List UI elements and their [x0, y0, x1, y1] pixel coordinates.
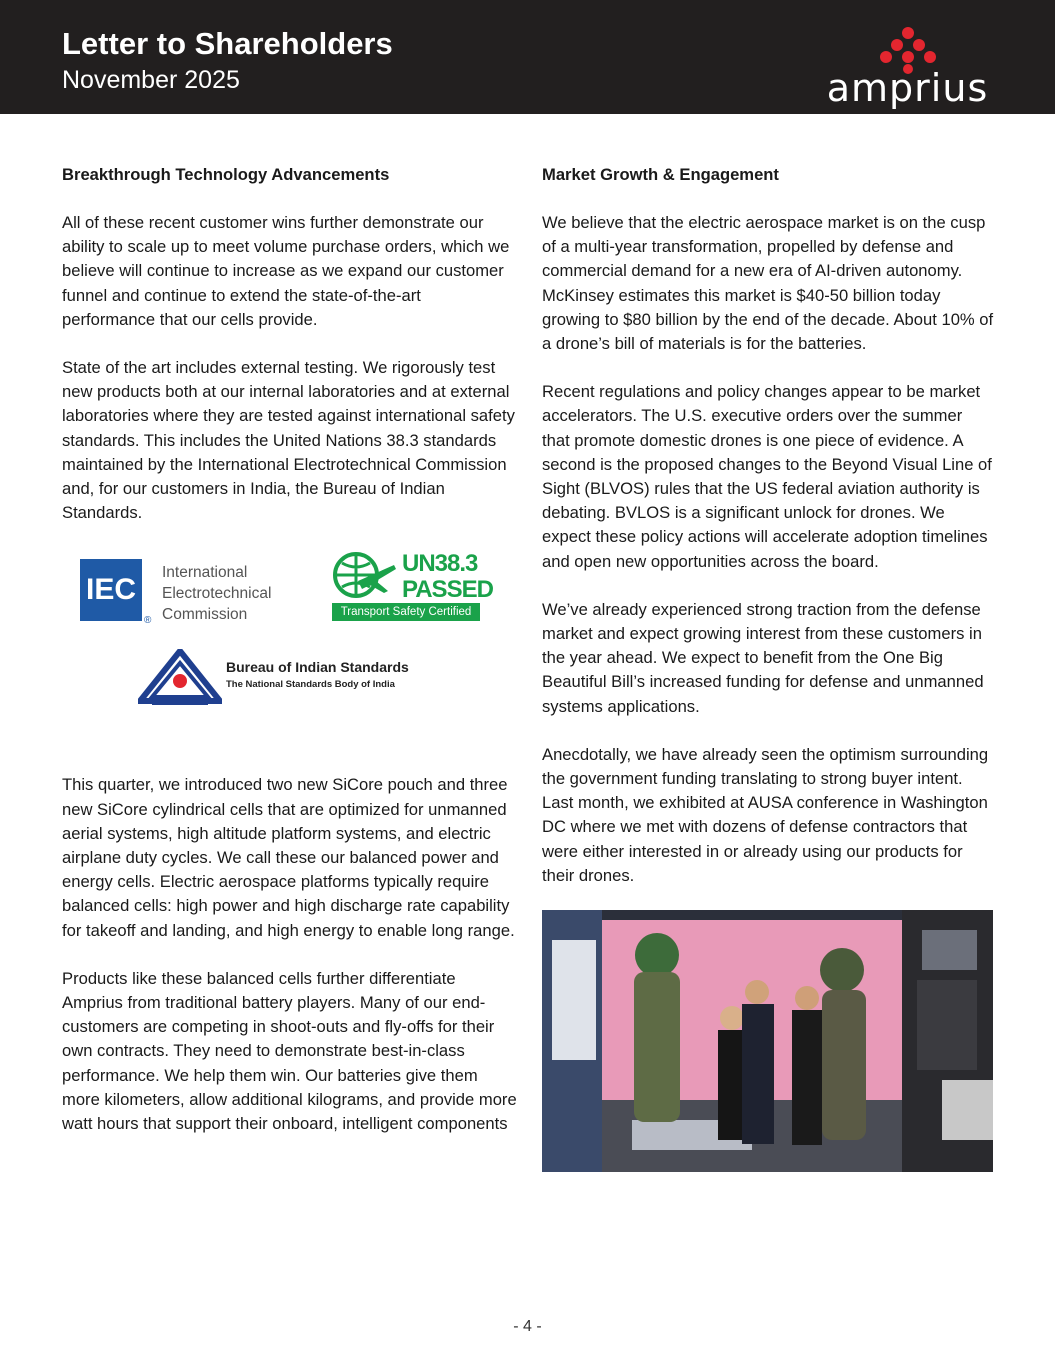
left-column — [62, 163, 517, 1160]
left-heading: Breakthrough Technology Advancements — [62, 165, 390, 184]
certification-logos — [62, 549, 517, 749]
amprius-logo — [820, 26, 995, 110]
right-paragraph-3: We’ve already experienced strong traction from the defense market and expect growing interest from these customers in the year ahead. We expect to benefit from the One Big Beautiful Bill’s increased funding for defense and unmanned systems applications. — [542, 599, 984, 716]
right-paragraph-1: We believe that the electric aerospace market is on the cusp of a multi-year transformation, propelled by defense and commercial demand for a new era of AI-driven autonomy. McKinsey estimates this market is $40-50 billion today growing to $80 billion by the end of the decade. About 10% of a drone’s bill of materials is for the batteries. — [542, 213, 994, 354]
ausa-booth-photo — [542, 910, 993, 1172]
booth-photo-image — [542, 910, 993, 1172]
page-number: - 4 - — [513, 1318, 542, 1335]
iec-name: International Electrotechnical Commission — [162, 564, 272, 624]
logo-wordmark: amprius — [826, 66, 989, 110]
un38-logo — [332, 550, 493, 623]
page-header — [0, 0, 1055, 114]
bis-name: Bureau of Indian Standards — [226, 659, 409, 676]
iec-logo — [80, 559, 300, 625]
left-paragraph-3: This quarter, we introduced two new SiCore pouch and three new SiCore cylindrical cells that are optimized for unmanned aerial systems, high altitude platform systems, and electric airplane duty cycles. We call these our balanced power and energy cells. Electric aerospace platforms typically require balanced cells: high power and high discharge rate capability for takeoff and landing, and high energy to enable long range. — [62, 775, 515, 940]
right-column — [542, 163, 994, 1172]
page-title: Letter to Shareholders — [62, 26, 393, 61]
bis-emblem-icon — [138, 649, 222, 707]
right-paragraph-4: Anecdotally, we have already seen the optimism surrounding the government funding translating to strong buyer intent. Last month, we exhibited at AUSA conference in Washington DC where we met with dozens of defense contractors that were either interested in or already using our products for their drones. — [542, 744, 989, 885]
bis-tagline: The National Standards Body of India — [226, 679, 395, 691]
iec-registered-mark: ® — [144, 615, 152, 627]
globe-plane-icon — [332, 551, 398, 601]
iec-box: IEC — [80, 559, 142, 621]
left-paragraph-4: Products like these balanced cells further differentiate Amprius from traditional battery players. Many of our end-customers are competing in shoot-outs and fly-offs for their own contracts. They need to demonstrate best-in-class performance. We help them win. Our batteries give them more kilometers, allow additional kilograms, and provide more watt hours that support their onboard, intelligent components — [62, 968, 517, 1134]
right-heading: Market Growth & Engagement — [542, 165, 779, 184]
right-paragraph-2: Recent regulations and policy changes appear to be market accelerators. The U.S. executive orders over the summer that promote domestic drones is one piece of evidence. A second is the proposed changes to the Beyond Visual Line of Sight (BLVOS) rules that the US federal aviation authority is debating. BVLOS is a significant unlock for drones. We expect these policy actions will accelerate adoption timelines and open new opportunities across the board. — [542, 382, 992, 571]
left-paragraph-2: State of the art includes external testing. We rigorously test new products both at our internal laboratories and at external laboratories where they are tested against international safety standards. This includes the United Nations 38.3 standards maintained by the International Electrotechnical Commission and, for our customers in India, the Bureau of Indian Standards. — [62, 358, 515, 523]
left-paragraph-1: All of these recent customer wins further demonstrate our ability to scale up to meet volume purchase orders, which we believe will continue to increase as we expand our customer funnel and continue to extend the state-of-the-art performance that our cells provide. — [62, 213, 510, 329]
un38-banner: Transport Safety Certified — [332, 603, 480, 621]
un38-title: UN38.3 PASSED — [402, 550, 493, 604]
bis-logo — [138, 649, 438, 709]
page-subtitle: November 2025 — [62, 66, 240, 94]
